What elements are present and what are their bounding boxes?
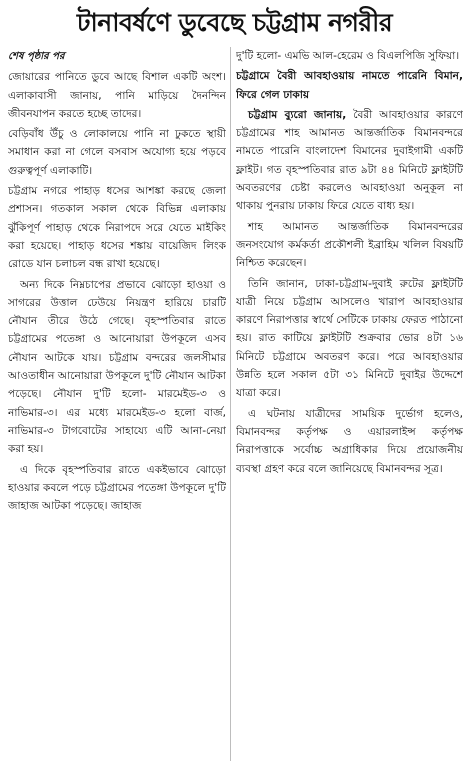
dateline: চট্টগ্রাম ব্যুরো জানায়, xyxy=(248,108,347,121)
paragraph: জোয়ারের পানিতে ডুবে আছে বিশাল একটি অংশ। এলাকাবাসী জানায়, পানি মাড়িয়ে দৈনন্দিন জীবনযাপন করতে হচ্ছে তাদের। xyxy=(8,71,226,120)
paragraph: চট্টগ্রাম নগরে পাহাড় ধসের আশঙ্কা করছে জেলা প্রশাসন। গতকাল সকাল থেকে বিভিন্ন এলাকায় ঝুঁকিপূর্ণ পাহাড় থেকে নিরাপদে সরে যেতে মাইকিং করা হয়েছে। পাহাড় ধসের শঙ্কায় বায়েজিদ লিংক রোডে যান চলাচল বন্ধ রাখা হয়েছে। xyxy=(8,185,226,271)
paragraph: শাহ আমানত আন্তর্জাতিক বিমানবন্দরের জনসংযোগ কর্মকর্তা প্রকৌশলী ইব্রাহিম খলিল বিষয়টি নিশ্চিত করেছেন। xyxy=(236,220,463,270)
paragraph: অন্য দিকে নিম্নচাপের প্রভাবে ঝোড়ো হাওয়া ও সাগরের উত্তাল ঢেউয়ে নিয়ন্ত্রণ হারিয়ে চারটি নৌযান তীরে উঠে গেছে। বৃহস্পতিবার রাতে চট্টগ্রামের পতেঙ্গা ও আনোয়ারা উপকূলে এসব নৌযান আটকে যায়। চট্টগ্রাম বন্দরের জলসীমার আওতাধীন আনোয়ারা উপকূলে দু'টি নৌযান আটকা পড়েছে। নৌযান দু'টি হলো- মারমেইড-৩ ও নাভিমার-৩। এর মধ্যে মারমেইড-৩ হলো বার্জ, নাভিমার-৩ টাগবোটের সাহায্যে এটি আনা-নেয়া করা হয়। xyxy=(8,278,226,456)
paragraph: বেড়িবাঁধ উঁচু ও লোকালয়ে পানি না ঢুকতে স্থায়ী সমাধান করা না গেলে বসবাস অযোগ্য হয়ে পড়বে গুরুত্বপূর্ণ এলাকাটি। xyxy=(8,128,226,177)
paragraph: এ ঘটনায় যাত্রীদের সাময়িক দুর্ভোগ হলেও, বিমানবন্দর কর্তৃপক্ষ ও এয়ারলাইন্স কর্তৃপক্ষ নিরাপত্তাকে সর্বোচ্চ অগ্রাধিকার দিয়ে প্রয়োজনীয় ব্যবস্থা গ্রহণ করে বলে জানিয়েছে বিমানবন্দর সূত্র। xyxy=(236,407,463,475)
column-divider xyxy=(230,47,231,761)
left-column xyxy=(8,47,226,763)
jump-label: শেষ পৃষ্ঠার পর xyxy=(8,51,65,62)
paragraph: তিনি জানান, ঢাকা-চট্টগ্রাম-দুবাই রুটের ফ্লাইটটি যাত্রী নিয়ে চট্টগ্রাম আসলেও খারাপ আবহাওয়ার কারণে নিরাপত্তার স্বার্থে সেটিকে ঢাকায় ফেরত পাঠানো হয়। রাত কাটিয়ে ফ্লাইটটি শুক্রবার ভোর ৪টা ১৬ মিনিটে চট্টগ্রামে অবতরণ করে। পরে আবহাওয়ার উন্নতি হলে সকাল ৫টা ৩১ মিনিটে দুবাইর উদ্দেশে যাত্রা করে। xyxy=(236,277,463,400)
subheading: চট্টগ্রামে বৈরী আবহাওয়ায় নামতে পারেনি বিমান, ফিরে গেল ঢাকায় xyxy=(236,70,463,101)
paragraph: এ দিকে বৃহস্পতিবার রাতে একইভাবে ঝোড়ো হাওয়ার কবলে পড়ে চট্টগ্রামের পতেঙ্গা উপকূলে দু'টি জাহাজ আটকা পড়েছে। জাহাজ xyxy=(8,463,226,513)
paragraph: বৈরী আবহাওয়ার কারণে চট্টগ্রামের শাহ আমানত আন্তর্জাতিক বিমানবন্দরে নামতে পারেনি বাংলাদেশ বিমানের দুবাইগামী একটি ফ্লাইট। গত বৃহস্পতিবার রাত ৯টা ৪৪ মিনিটে ফ্লাইটটি অবতরণের চেষ্টা করলেও আবহাওয়া অনুকূল না থাকায় পুনরায় ঢাকায় ফিরে যেতে বাধ্য হয়। xyxy=(236,108,463,213)
continuation-text: দু'টি হলো- এমভি আল-হেরেম ও বিএলপিজি সুফিয়া। xyxy=(236,50,460,62)
headline: টানাবর্ষণে ডুবেছে চট্টগ্রাম নগরীর xyxy=(76,8,393,37)
right-column xyxy=(236,47,463,763)
